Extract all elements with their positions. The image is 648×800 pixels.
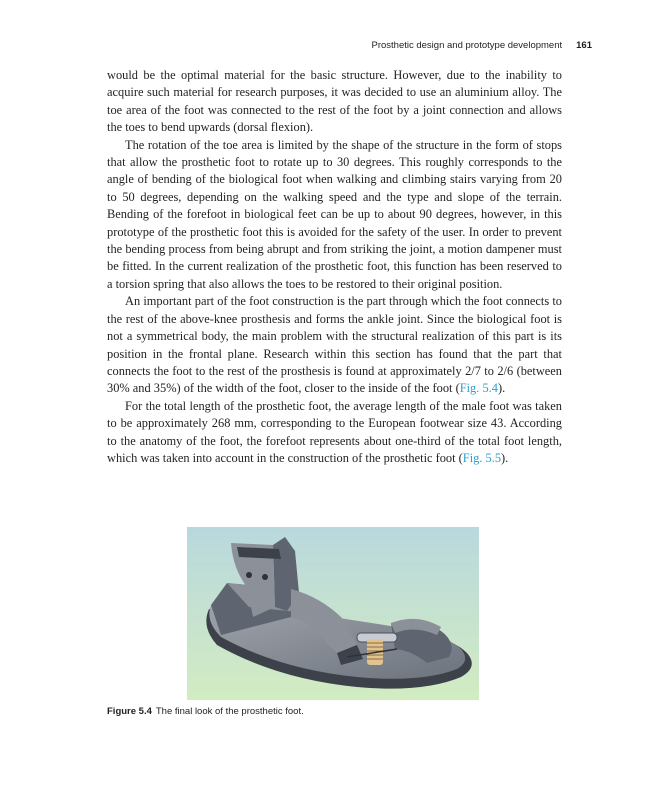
paragraph-4-text-a: For the total length of the prosthetic foot, the average length of the male foot was taken to be approximately 268 mm, corresponding to the European footwear size 43. According to the anatomy of the foot, the forefoot represents about one-third of the total foot length, which was taken into account in the construction of the prosthetic foot ( — [107, 398, 562, 465]
running-title: Prosthetic design and prototype development — [371, 40, 563, 51]
paragraph-3-text-a: An important part of the foot construction is the part through which the foot connects to the rest of the above-knee prosthesis and forms the ankle joint. Since the biological foot is not a symmetrical body, the main problem with the structural realization of this part is its position in the frontal plane. Research within this section has found that the part that connects the foot to the rest of the prosthesis is found at approximately 2/7 to 2/6 (between 30% and 35%) of the width of the foot, closer to the inside of the foot ( — [107, 294, 562, 396]
running-head — [371, 40, 592, 51]
paragraph-4 — [107, 398, 562, 468]
figure-reference-link[interactable]: Fig. 5.4 — [459, 381, 498, 396]
figure-image — [187, 527, 479, 700]
figure-label: Figure 5.4 — [107, 706, 152, 717]
figure-caption-text: The final look of the prosthetic foot. — [155, 706, 304, 717]
bolt-hole — [246, 572, 252, 578]
bolt-hole — [262, 574, 268, 580]
paragraph-1: would be the optimal material for the basic structure. However, due to the inability to acquire such material for research purposes, it was decided to use an aluminium alloy. The toe area of the foot was connected to the rest of the foot by a joint connection and allows the toes to bend upwards (dorsal flexion). — [107, 68, 562, 135]
prosthetic-foot-render — [187, 527, 479, 700]
figure-caption — [107, 706, 304, 717]
paragraph-2: The rotation of the toe area is limited by the shape of the structure in the form of stops that allow the prosthetic foot to rotate up to 30 degrees. This roughly corresponds to the angle of bending of the biological foot when walking and climbing stairs varying from 20 to 50 degrees, depending on the walking speed and the type and slope of the terrain. Bending of the forefoot in biological feet can be up to about 90 degrees, however, in this prototype of the prosthetic foot this is avoided for the safety of the user. In order to prevent the bending process from being abrupt and from striking the joint, a motion dampener must be fitted. In the current realization of the prosthetic foot, this function has been reserved to a torsion spring that also allows the toes to be restored to their original position. — [107, 137, 562, 291]
paragraph-3 — [107, 293, 562, 397]
body-text — [107, 67, 562, 467]
figure-reference-link[interactable]: Fig. 5.5 — [462, 450, 502, 465]
paragraph-3-text-b: ). — [497, 381, 506, 396]
page-number: 161 — [576, 40, 592, 51]
paragraph-4-text-b: ). — [501, 450, 509, 465]
ankle-adapter-slot — [237, 547, 281, 559]
